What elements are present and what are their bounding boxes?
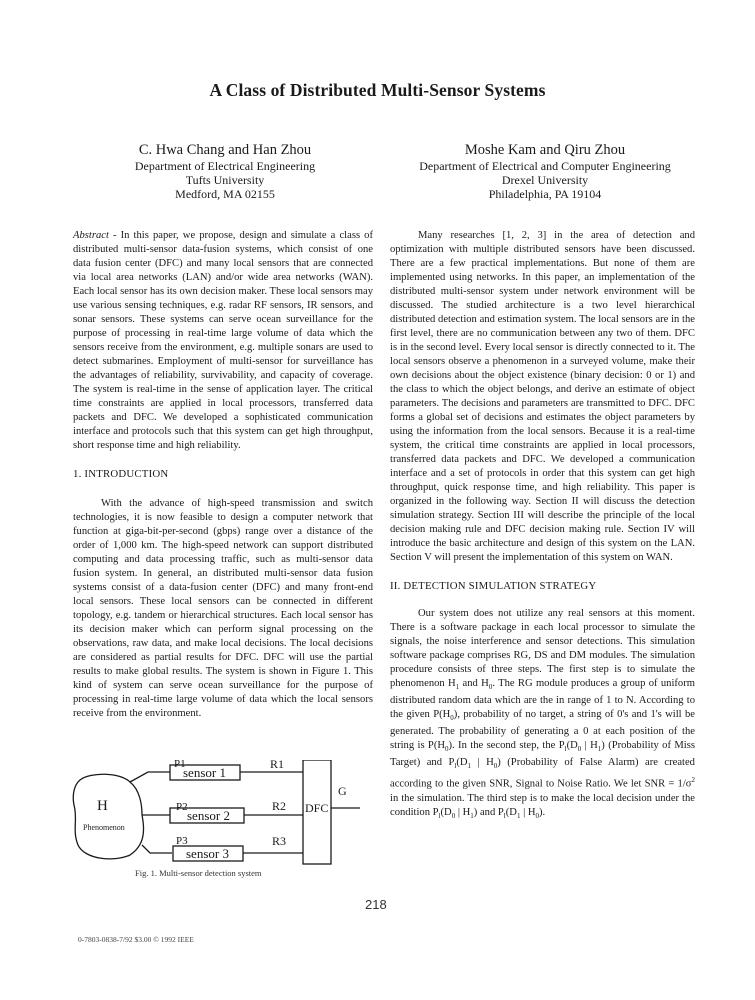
abstract: [73, 229, 373, 453]
svg-text:P2: P2: [176, 801, 188, 813]
author-university: Drexel University: [501, 173, 589, 187]
paper-title: A Class of Distributed Multi-Sensor Systems: [209, 80, 546, 100]
global-output-label: G: [338, 784, 347, 798]
author-block-drexel: [380, 142, 710, 201]
introduction-paragraph: With the advance of high-speed transmission and switch technologies, it is now feasible to design a computer network that function at giga-bit-per-second (gbps) range over a distance of the order of 1,000 km. The high-speed network can support distributed computing and data processing traffic, such as multi-sensor data fusion system. In general, an distributed multi-sensor data fusion systems consist of a data-fusion center (DFC) and many front-end local sensors. These local sensors can be connected in different topology, e.g. tandem or hierarchical structures. Each local sensor has its decision maker which can perform signal processing on the observations, raw data, and make local decisions. The local decisions are considered as partial results for DFC. DFC will use the partial results to make global results. The system is shown in Figure 1. This kind of system can serve ocean surveillance for the purpose of processing in real-time large volume of data which the local sensors receive from the environment.: [73, 498, 373, 719]
svg-text:sensor 3: sensor 3: [186, 846, 229, 861]
figure-multi-sensor-system: [70, 760, 375, 880]
abstract-label: Abstract: [73, 230, 109, 241]
phenomenon-sublabel: Phenomenon: [83, 823, 125, 832]
detection-paragraph: Our system does not utilize any real sensors at this moment. There is a software package in each local processor to simulate the signals, the noise interference and sensor detections. This simulation software package comprises RG, DS and DM modules. The simulation procedure consists of three steps. The first step is to simulate the phenomenon $H_1$ and $H_0$. The RG module produces a group of uniform distributed random data which are the in range of 1 to N. According to the given $P(H_0)$, probability of no target, a string of 0's and 1's will be generated. The probability of generating a 0 at each position of the string is $P(H_0)$. In the second step, the $P_l(D_0$ | $H_1$) (Probability of Miss Target) and $P_l(D_1$ | $H_0$) (Probability of False Alarm) are created according to the given SNR, Signal to Noise Ratio. We let SNR = $1/\sigma^2$ in the simulation. The third step is to make the local decision under the condition $P_l(D_0$ | $H_1$) and $P_l(D_1$ | $H_0$).: [390, 608, 695, 821]
svg-text:sensor 1: sensor 1: [183, 765, 226, 780]
section-heading-detection: II. DETECTION SIMULATION STRATEGY: [390, 580, 597, 592]
author-names: C. Hwa Chang and Han Zhou: [138, 142, 312, 158]
author-names: Moshe Kam and Qiru Zhou: [464, 142, 626, 158]
author-university: Tufts University: [185, 173, 265, 187]
svg-text:R2: R2: [272, 799, 287, 813]
left-column: [73, 229, 373, 721]
copyright-line: 0-7803-0838-7/92 $3.00 © 1992 IEEE: [78, 935, 194, 944]
author-location: Philadelphia, PA 19104: [488, 187, 602, 201]
svg-text:P1: P1: [174, 760, 186, 770]
page-number: 218: [365, 897, 387, 912]
system-diagram: [70, 760, 375, 870]
author-department: Department of Electrical Engineering: [134, 159, 316, 173]
abstract-text: - In this paper, we propose, design and simulate a class of distributed multi-sensor data-fusion systems, which consist of one data fusion center (DFC) and many local sensors that are connected via local area networks (LAN) and/or wide area networks (WAN). Each local sensor has its own decision maker. These local sensors may use various sensing techniques, e.g. radar RF sensors, IR sensors, and sonar sensors. These systems can serve ocean surveillance for the purpose of processing in real-time large volume of data which the sensors receive from the environment, e.g. multiple sonars are used to detect submarines. Employment of multi-sensor for surveillance has the advantages of reliability, survivability, and capacity of coverage. The system is real-time in the sense of application layer. The critical time constraints are applied in local processors, transferred data packets and DFC. We developed a sophisticated communication interface and protocols such that this system can get high throughput, short response time and high reliability.: [73, 230, 373, 451]
svg-text:R3: R3: [272, 834, 287, 848]
svg-text:R1: R1: [270, 760, 285, 771]
svg-text:sensor 2: sensor 2: [187, 808, 230, 823]
author-department: Department of Electrical and Computer Engineering: [419, 159, 671, 173]
section-heading-introduction: 1. INTRODUCTION: [73, 468, 169, 480]
figure-caption: Fig. 1. Multi-sensor detection system: [135, 868, 262, 878]
author-location: Medford, MA 02155: [175, 187, 275, 201]
dfc-label: DFC: [305, 801, 329, 815]
svg-text:P3: P3: [176, 835, 188, 847]
introduction-paragraph-continued: Many researches [1, 2, 3] in the area of detection and optimization with multiple distributed sensors have been discussed. There are a few practical implementations. But none of them are implemented using networks. In this paper, an implementation of the distributed multi-sensor system under network environment will be discussed. The studied architecture is a two level hierarchical distributed detection and estimation system. The local sensors are in the first level, there are no communication between any two of them. DFC is in the second level. Every local sensor is directly connected to it. The local sensors observe a phenomenon in a surveyed volume, make their own decisions about the object existence (binary decision: 0 or 1) and the class to which the object belongs, and derive an estimate of object parameters. The decisions and parameters are transmitted to DFC. DFC forms a global set of decisions and estimates the object parameters by using the information from the local sensors. Because it is a real-time system, the critical time constraints are applied in local processors, transferred data packets and DFC. We developed a communication interface and a set of protocols in order that this system can get high throughput, quick response time, and high reliability. This paper is organized in the following way. Section II will discuss the detection simulation strategy. Section III will describe the principle of the local decision making rule and DFC decision making rule. Section IV will introduce the basic architecture and design of this system on the LAN. Section V will present the implementation of this system on WAN.: [390, 230, 695, 563]
right-column: [390, 229, 695, 823]
author-block-tufts: [80, 142, 370, 201]
phenomenon-label: H: [97, 798, 108, 814]
